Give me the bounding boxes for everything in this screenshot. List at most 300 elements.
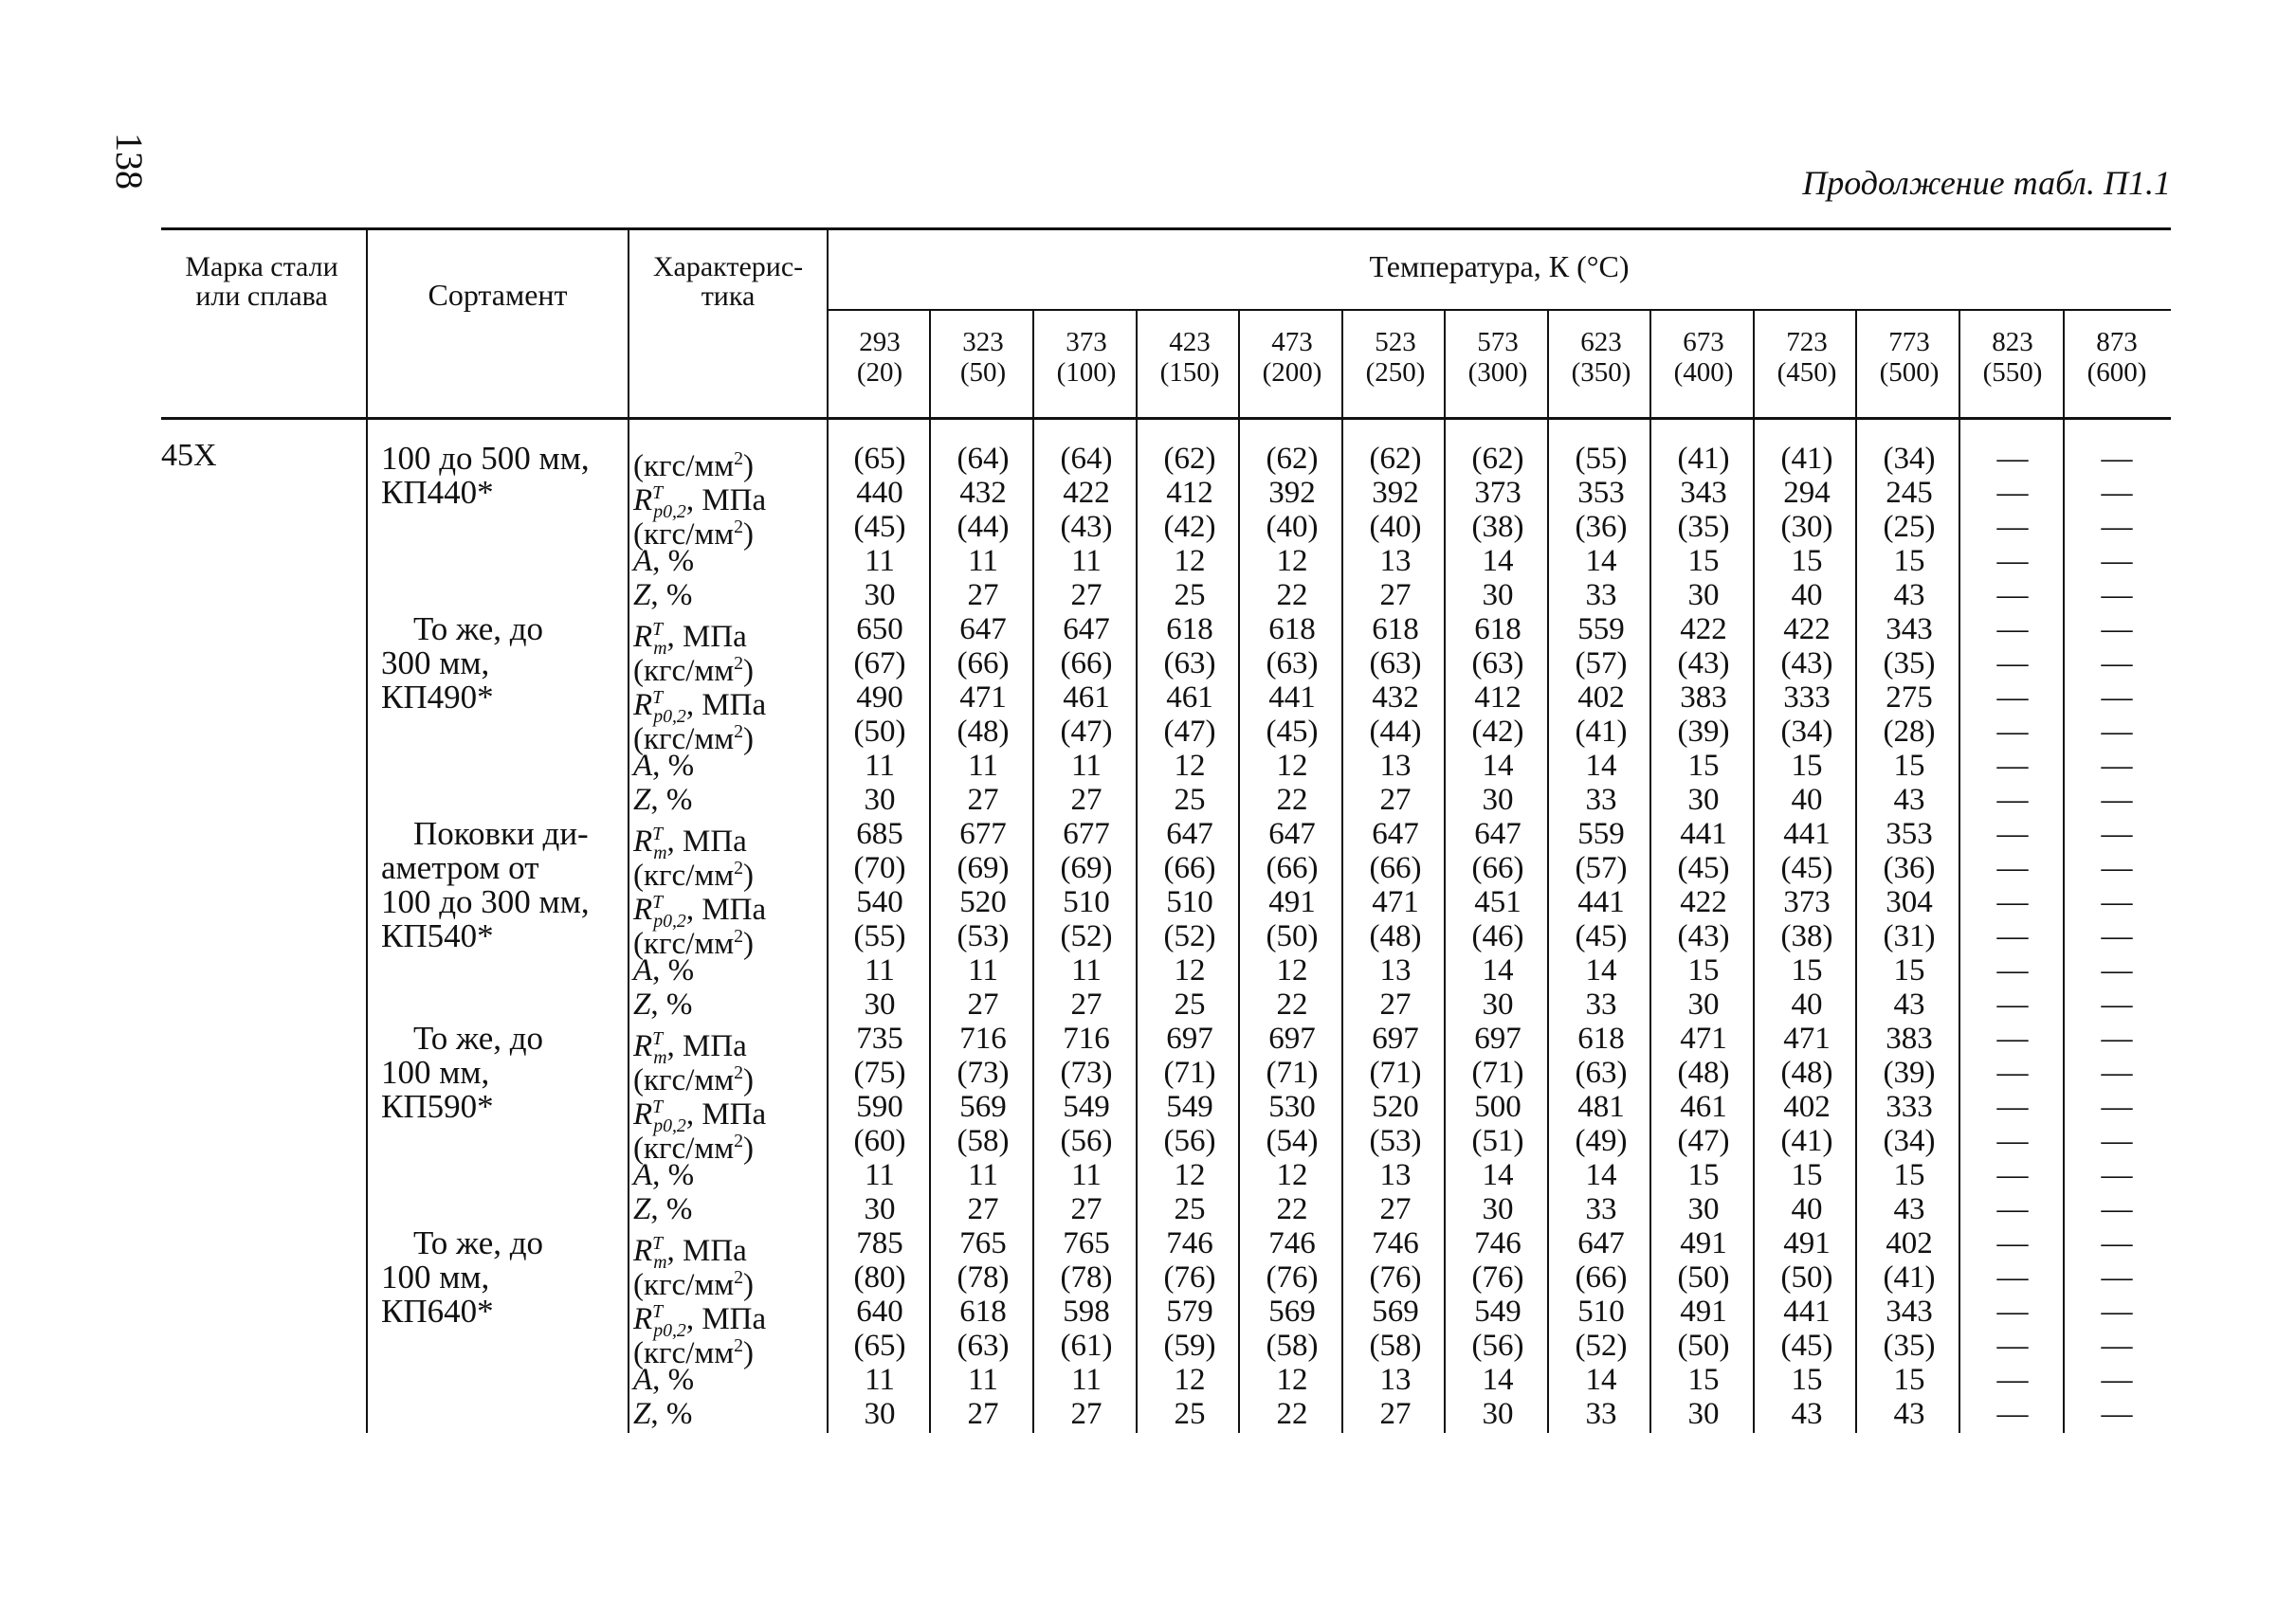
value-cell: (45) bbox=[1780, 1329, 1833, 1363]
value-cell: (36) bbox=[1883, 851, 1936, 885]
value-cell: 785 bbox=[856, 1226, 903, 1260]
value-cell: 441 bbox=[1783, 1295, 1831, 1329]
value-cell: (56) bbox=[1163, 1124, 1216, 1158]
value-cell: 25 bbox=[1174, 578, 1206, 612]
value-cell: (41) bbox=[1677, 442, 1730, 476]
value-cell: (52) bbox=[1060, 919, 1113, 953]
value-cell: 14 bbox=[1585, 544, 1617, 578]
value-cell: 441 bbox=[1680, 817, 1727, 851]
characteristic-label: Z, % bbox=[633, 1397, 693, 1431]
value-cell: — bbox=[1996, 646, 2029, 680]
value-cell: 294 bbox=[1783, 476, 1831, 510]
temperature-header-cell: 623 (350) bbox=[1571, 327, 1631, 388]
value-cell: 14 bbox=[1482, 544, 1514, 578]
value-cell: 677 bbox=[959, 817, 1007, 851]
value-column bbox=[1653, 442, 1754, 1431]
value-cell: 746 bbox=[1268, 1226, 1316, 1260]
value-cell: 27 bbox=[1379, 1397, 1412, 1431]
value-cell: — bbox=[2101, 885, 2133, 919]
value-cell: (58) bbox=[1369, 1329, 1422, 1363]
value-cell: (48) bbox=[957, 715, 1010, 749]
value-cell: 579 bbox=[1166, 1295, 1213, 1329]
value-cell: (42) bbox=[1163, 510, 1216, 544]
value-cell: (71) bbox=[1471, 1056, 1524, 1090]
value-cell: 30 bbox=[1687, 783, 1720, 817]
value-cell: (76) bbox=[1163, 1260, 1216, 1295]
value-cell: 15 bbox=[1687, 1363, 1720, 1397]
value-column bbox=[1139, 442, 1240, 1431]
value-cell: 12 bbox=[1276, 544, 1308, 578]
value-cell: 402 bbox=[1577, 680, 1625, 715]
value-cell: (35) bbox=[1883, 1329, 1936, 1363]
value-cell: 647 bbox=[1063, 612, 1110, 646]
value-cell: 30 bbox=[1482, 783, 1514, 817]
characteristic-label: A, % bbox=[633, 1363, 695, 1397]
value-cell: 422 bbox=[1783, 612, 1831, 646]
column-divider bbox=[2063, 311, 2065, 1433]
characteristic-label: $(кгс/мм^2)$ bbox=[633, 448, 755, 483]
column-divider bbox=[1444, 311, 1446, 1433]
value-cell: 43 bbox=[1791, 1397, 1823, 1431]
value-cell: (61) bbox=[1060, 1329, 1113, 1363]
value-cell: (41) bbox=[1780, 442, 1833, 476]
value-cell: 43 bbox=[1893, 1397, 1925, 1431]
value-column bbox=[1242, 442, 1342, 1431]
value-cell: 14 bbox=[1482, 1363, 1514, 1397]
value-cell: — bbox=[2101, 1363, 2133, 1397]
value-cell: (59) bbox=[1163, 1329, 1216, 1363]
table-top-rule bbox=[161, 227, 2171, 230]
value-cell: (43) bbox=[1677, 646, 1730, 680]
value-cell: 30 bbox=[1687, 578, 1720, 612]
value-cell: (31) bbox=[1883, 919, 1936, 953]
value-cell: 12 bbox=[1174, 953, 1206, 988]
characteristic-label: $(кгс/мм^2)$ bbox=[633, 1267, 755, 1302]
temperature-header-cell: 773 (500) bbox=[1879, 327, 1940, 388]
temperature-header-cell: 293 (20) bbox=[856, 327, 903, 388]
value-cell: 11 bbox=[865, 953, 895, 988]
temperature-header-cell: 723 (450) bbox=[1777, 327, 1837, 388]
value-cell: — bbox=[2101, 749, 2133, 783]
value-cell: 343 bbox=[1886, 612, 1933, 646]
value-cell: — bbox=[2101, 953, 2133, 988]
value-cell: (48) bbox=[1780, 1056, 1833, 1090]
value-cell: 716 bbox=[959, 1022, 1007, 1056]
value-cell: 549 bbox=[1474, 1295, 1522, 1329]
value-cell: — bbox=[1996, 1090, 2029, 1124]
value-cell: 559 bbox=[1577, 817, 1625, 851]
column-divider bbox=[628, 227, 629, 1433]
value-cell: 27 bbox=[967, 988, 999, 1022]
value-cell: (58) bbox=[957, 1124, 1010, 1158]
value-cell: 27 bbox=[1070, 1192, 1102, 1226]
value-cell: 590 bbox=[856, 1090, 903, 1124]
value-cell: 471 bbox=[1680, 1022, 1727, 1056]
temperature-header-cell: 523 (250) bbox=[1365, 327, 1426, 388]
value-cell: 25 bbox=[1174, 783, 1206, 817]
value-cell: 618 bbox=[1268, 612, 1316, 646]
value-cell: 461 bbox=[1063, 680, 1110, 715]
value-cell: (50) bbox=[853, 715, 906, 749]
value-cell: — bbox=[1996, 749, 2029, 783]
value-cell: 27 bbox=[1379, 578, 1412, 612]
value-cell: 30 bbox=[1482, 578, 1514, 612]
value-cell: 490 bbox=[856, 680, 903, 715]
value-cell: 13 bbox=[1379, 1158, 1412, 1192]
value-cell: (78) bbox=[1060, 1260, 1113, 1295]
value-cell: (69) bbox=[1060, 851, 1113, 885]
value-cell: (70) bbox=[853, 851, 906, 885]
value-cell: 15 bbox=[1687, 1158, 1720, 1192]
value-cell: 471 bbox=[959, 680, 1007, 715]
value-cell: 491 bbox=[1680, 1295, 1727, 1329]
value-cell: 697 bbox=[1372, 1022, 1419, 1056]
column-divider bbox=[827, 227, 829, 1433]
value-cell: 13 bbox=[1379, 1363, 1412, 1397]
value-cell: (43) bbox=[1060, 510, 1113, 544]
value-cell: 343 bbox=[1886, 1295, 1933, 1329]
value-cell: 765 bbox=[959, 1226, 1007, 1260]
value-cell: (62) bbox=[1471, 442, 1524, 476]
value-cell: 30 bbox=[1482, 1397, 1514, 1431]
value-cell: 746 bbox=[1166, 1226, 1213, 1260]
value-column bbox=[1757, 442, 1857, 1431]
value-cell: — bbox=[2101, 783, 2133, 817]
value-cell: 383 bbox=[1886, 1022, 1933, 1056]
value-cell: 333 bbox=[1886, 1090, 1933, 1124]
value-cell: 510 bbox=[1063, 885, 1110, 919]
value-cell: (28) bbox=[1883, 715, 1936, 749]
value-cell: 22 bbox=[1276, 783, 1308, 817]
value-cell: 27 bbox=[1379, 1192, 1412, 1226]
value-cell: 22 bbox=[1276, 988, 1308, 1022]
value-cell: 30 bbox=[1482, 1192, 1514, 1226]
value-cell: 353 bbox=[1577, 476, 1625, 510]
value-cell: 25 bbox=[1174, 1397, 1206, 1431]
characteristic-label: $R^T_{p0,2}$, МПа bbox=[633, 687, 767, 727]
value-cell: (63) bbox=[957, 1329, 1010, 1363]
value-cell: (62) bbox=[1163, 442, 1216, 476]
value-cell: — bbox=[1996, 1022, 2029, 1056]
value-cell: — bbox=[1996, 612, 2029, 646]
column-divider bbox=[1855, 311, 1857, 1433]
value-cell: 14 bbox=[1482, 749, 1514, 783]
value-cell: (66) bbox=[1266, 851, 1319, 885]
value-cell: 569 bbox=[959, 1090, 1007, 1124]
value-cell: — bbox=[1996, 851, 2029, 885]
value-cell: 304 bbox=[1886, 885, 1933, 919]
value-cell: — bbox=[1996, 783, 2029, 817]
value-cell: 14 bbox=[1585, 1158, 1617, 1192]
value-cell: (45) bbox=[853, 510, 906, 544]
value-cell: 383 bbox=[1680, 680, 1727, 715]
value-cell: 569 bbox=[1372, 1295, 1419, 1329]
value-cell: 451 bbox=[1474, 885, 1522, 919]
value-cell: — bbox=[2101, 544, 2133, 578]
value-cell: (41) bbox=[1780, 1124, 1833, 1158]
value-cell: 11 bbox=[1071, 749, 1102, 783]
value-cell: 461 bbox=[1680, 1090, 1727, 1124]
value-cell: 27 bbox=[967, 1397, 999, 1431]
value-cell: — bbox=[2101, 442, 2133, 476]
value-cell: 27 bbox=[1070, 988, 1102, 1022]
value-cell: 27 bbox=[1070, 1397, 1102, 1431]
value-cell: (52) bbox=[1575, 1329, 1628, 1363]
value-cell: (76) bbox=[1369, 1260, 1422, 1295]
value-cell: (51) bbox=[1471, 1124, 1524, 1158]
value-cell: 33 bbox=[1585, 1192, 1617, 1226]
value-cell: 30 bbox=[864, 578, 896, 612]
value-cell: (63) bbox=[1266, 646, 1319, 680]
value-cell: (38) bbox=[1780, 919, 1833, 953]
value-cell: (39) bbox=[1677, 715, 1730, 749]
value-column bbox=[2067, 442, 2167, 1431]
value-cell: 15 bbox=[1791, 953, 1823, 988]
value-cell: 43 bbox=[1893, 1192, 1925, 1226]
value-cell: (62) bbox=[1369, 442, 1422, 476]
value-cell: 15 bbox=[1791, 1363, 1823, 1397]
value-cell: 30 bbox=[864, 988, 896, 1022]
value-cell: 647 bbox=[1474, 817, 1522, 851]
value-cell: 245 bbox=[1886, 476, 1933, 510]
value-cell: (53) bbox=[957, 919, 1010, 953]
value-cell: 412 bbox=[1166, 476, 1213, 510]
value-column bbox=[829, 442, 930, 1431]
value-cell: — bbox=[1996, 1192, 2029, 1226]
value-cell: (69) bbox=[957, 851, 1010, 885]
value-cell: 27 bbox=[967, 783, 999, 817]
value-cell: (49) bbox=[1575, 1124, 1628, 1158]
value-cell: — bbox=[2101, 578, 2133, 612]
value-cell: — bbox=[1996, 1295, 2029, 1329]
value-cell: 422 bbox=[1063, 476, 1110, 510]
value-cell: — bbox=[1996, 1260, 2029, 1295]
value-cell: 30 bbox=[864, 783, 896, 817]
characteristic-label: $R^T_{p0,2}$, МПа bbox=[633, 482, 767, 522]
value-cell: 510 bbox=[1577, 1295, 1625, 1329]
grade-header: Марка стали или сплава bbox=[185, 251, 338, 312]
value-cell: 746 bbox=[1372, 1226, 1419, 1260]
value-cell: — bbox=[2101, 1329, 2133, 1363]
value-cell: 43 bbox=[1893, 578, 1925, 612]
characteristic-label: Z, % bbox=[633, 578, 693, 612]
value-cell: 432 bbox=[1372, 680, 1419, 715]
column-divider bbox=[1959, 311, 1960, 1433]
value-cell: 14 bbox=[1585, 953, 1617, 988]
value-cell: — bbox=[2101, 510, 2133, 544]
temperature-subheader-rule bbox=[828, 309, 2171, 311]
value-cell: (50) bbox=[1677, 1329, 1730, 1363]
column-divider bbox=[1238, 311, 1240, 1433]
value-cell: 12 bbox=[1276, 1158, 1308, 1192]
temperature-header-cell: 673 (400) bbox=[1673, 327, 1734, 388]
value-cell: (65) bbox=[853, 1329, 906, 1363]
value-cell: — bbox=[1996, 817, 2029, 851]
value-cell: 697 bbox=[1166, 1022, 1213, 1056]
value-cell: 30 bbox=[1687, 1192, 1720, 1226]
value-cell: (63) bbox=[1575, 1056, 1628, 1090]
value-cell: 30 bbox=[1482, 988, 1514, 1022]
value-cell: 412 bbox=[1474, 680, 1522, 715]
value-cell: (56) bbox=[1060, 1124, 1113, 1158]
column-divider bbox=[366, 227, 368, 1433]
temperature-header-cell: 423 (150) bbox=[1159, 327, 1220, 388]
value-cell: 491 bbox=[1783, 1226, 1831, 1260]
value-cell: (76) bbox=[1266, 1260, 1319, 1295]
value-cell: 735 bbox=[856, 1022, 903, 1056]
value-cell: 402 bbox=[1783, 1090, 1831, 1124]
value-cell: 520 bbox=[959, 885, 1007, 919]
value-cell: — bbox=[2101, 817, 2133, 851]
value-cell: 33 bbox=[1585, 1397, 1617, 1431]
value-cell: (55) bbox=[1575, 442, 1628, 476]
value-cell: 22 bbox=[1276, 578, 1308, 612]
header-bottom-rule bbox=[161, 417, 2171, 420]
value-cell: 373 bbox=[1474, 476, 1522, 510]
value-cell: (48) bbox=[1369, 919, 1422, 953]
value-cell: 343 bbox=[1680, 476, 1727, 510]
value-cell: (66) bbox=[1060, 646, 1113, 680]
value-cell: 441 bbox=[1268, 680, 1316, 715]
value-cell: 746 bbox=[1474, 1226, 1522, 1260]
value-cell: — bbox=[1996, 1226, 2029, 1260]
characteristic-label: A, % bbox=[633, 1158, 695, 1192]
value-cell: (44) bbox=[1369, 715, 1422, 749]
value-cell: 333 bbox=[1783, 680, 1831, 715]
value-cell: (50) bbox=[1266, 919, 1319, 953]
value-cell: (50) bbox=[1677, 1260, 1730, 1295]
value-cell: 530 bbox=[1268, 1090, 1316, 1124]
value-cell: 15 bbox=[1791, 544, 1823, 578]
value-cell: (43) bbox=[1780, 646, 1833, 680]
value-cell: — bbox=[1996, 578, 2029, 612]
value-cell: (45) bbox=[1780, 851, 1833, 885]
value-cell: 11 bbox=[865, 749, 895, 783]
value-cell: 440 bbox=[856, 476, 903, 510]
value-cell: 40 bbox=[1791, 783, 1823, 817]
value-cell: (76) bbox=[1471, 1260, 1524, 1295]
value-cell: 500 bbox=[1474, 1090, 1522, 1124]
value-cell: (64) bbox=[1060, 442, 1113, 476]
value-cell: — bbox=[2101, 1056, 2133, 1090]
value-cell: 11 bbox=[968, 1363, 998, 1397]
value-cell: 27 bbox=[1070, 783, 1102, 817]
value-cell: 30 bbox=[864, 1192, 896, 1226]
value-cell: (45) bbox=[1266, 715, 1319, 749]
characteristic-label: $R^T_m$, МПа bbox=[633, 1028, 747, 1068]
value-cell: — bbox=[1996, 1124, 2029, 1158]
value-cell: 11 bbox=[968, 544, 998, 578]
value-cell: 14 bbox=[1482, 953, 1514, 988]
value-cell: 15 bbox=[1893, 749, 1925, 783]
value-cell: 33 bbox=[1585, 783, 1617, 817]
characteristic-label: $R^T_{p0,2}$, МПа bbox=[633, 1096, 767, 1136]
value-cell: (58) bbox=[1266, 1329, 1319, 1363]
value-cell: (60) bbox=[853, 1124, 906, 1158]
value-cell: — bbox=[1996, 544, 2029, 578]
characteristic-column bbox=[633, 442, 823, 1431]
value-cell: (40) bbox=[1369, 510, 1422, 544]
value-cell: 13 bbox=[1379, 749, 1412, 783]
characteristic-label: A, % bbox=[633, 544, 695, 578]
value-cell: (66) bbox=[957, 646, 1010, 680]
value-cell: 520 bbox=[1372, 1090, 1419, 1124]
value-cell: 11 bbox=[968, 953, 998, 988]
value-cell: (57) bbox=[1575, 646, 1628, 680]
value-cell: 697 bbox=[1474, 1022, 1522, 1056]
value-cell: 15 bbox=[1687, 749, 1720, 783]
value-cell: — bbox=[2101, 1260, 2133, 1295]
value-cell: 40 bbox=[1791, 1192, 1823, 1226]
value-cell: (30) bbox=[1780, 510, 1833, 544]
value-cell: 11 bbox=[865, 544, 895, 578]
value-cell: — bbox=[1996, 1329, 2029, 1363]
value-cell: 33 bbox=[1585, 578, 1617, 612]
value-cell: 618 bbox=[1166, 612, 1213, 646]
column-divider bbox=[1341, 311, 1343, 1433]
value-cell: (36) bbox=[1575, 510, 1628, 544]
column-divider bbox=[1649, 311, 1651, 1433]
value-cell: 14 bbox=[1585, 1363, 1617, 1397]
value-cell: — bbox=[2101, 1124, 2133, 1158]
value-cell: 11 bbox=[968, 749, 998, 783]
continuation-caption: Продолжение табл. П1.1 bbox=[1802, 164, 2171, 202]
value-cell: (45) bbox=[1575, 919, 1628, 953]
characteristic-label: $(кгс/мм^2)$ bbox=[633, 1335, 755, 1370]
value-cell: (53) bbox=[1369, 1124, 1422, 1158]
value-cell: (63) bbox=[1369, 646, 1422, 680]
value-cell: 15 bbox=[1893, 1158, 1925, 1192]
characteristic-label: $(кгс/мм^2)$ bbox=[633, 858, 755, 893]
value-column bbox=[1036, 442, 1137, 1431]
column-divider bbox=[1753, 311, 1755, 1433]
value-cell: — bbox=[2101, 680, 2133, 715]
value-cell: 647 bbox=[1372, 817, 1419, 851]
value-cell: 765 bbox=[1063, 1226, 1110, 1260]
value-cell: 25 bbox=[1174, 1192, 1206, 1226]
value-cell: 471 bbox=[1372, 885, 1419, 919]
value-cell: 22 bbox=[1276, 1397, 1308, 1431]
temperature-header-cell: 373 (100) bbox=[1056, 327, 1117, 388]
value-cell: 481 bbox=[1577, 1090, 1625, 1124]
value-cell: 647 bbox=[1577, 1226, 1625, 1260]
value-cell: 647 bbox=[959, 612, 1007, 646]
value-cell: 30 bbox=[864, 1397, 896, 1431]
value-cell: 15 bbox=[1791, 749, 1823, 783]
value-cell: — bbox=[2101, 1090, 2133, 1124]
value-cell: (41) bbox=[1575, 715, 1628, 749]
value-cell: (45) bbox=[1677, 851, 1730, 885]
value-cell: (71) bbox=[1163, 1056, 1216, 1090]
value-cell: 618 bbox=[959, 1295, 1007, 1329]
value-cell: — bbox=[2101, 851, 2133, 885]
value-cell: 540 bbox=[856, 885, 903, 919]
value-cell: — bbox=[2101, 1192, 2133, 1226]
characteristic-label: $R^T_m$, МПа bbox=[633, 824, 747, 863]
characteristic-label: $(кгс/мм^2)$ bbox=[633, 1131, 755, 1166]
value-cell: 15 bbox=[1893, 1363, 1925, 1397]
value-cell: 697 bbox=[1268, 1022, 1316, 1056]
value-cell: (34) bbox=[1780, 715, 1833, 749]
value-cell: 471 bbox=[1783, 1022, 1831, 1056]
characteristic-label: Z, % bbox=[633, 1192, 693, 1226]
column-divider bbox=[1032, 311, 1034, 1433]
value-cell: 677 bbox=[1063, 817, 1110, 851]
value-cell: (66) bbox=[1369, 851, 1422, 885]
value-cell: 11 bbox=[1071, 544, 1102, 578]
value-cell: (25) bbox=[1883, 510, 1936, 544]
value-cell: — bbox=[2101, 715, 2133, 749]
